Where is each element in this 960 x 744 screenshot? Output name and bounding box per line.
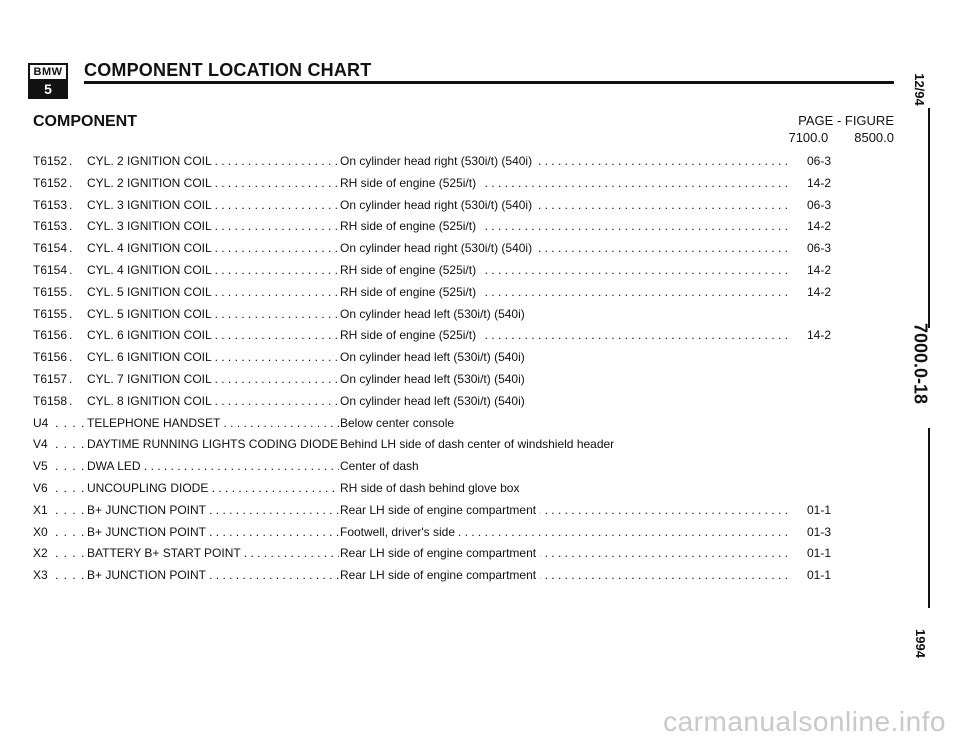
location-cell — [340, 307, 820, 321]
component-location: On cylinder head left (530i/t) (540i) — [340, 394, 529, 408]
table-row — [33, 391, 833, 413]
table-row — [33, 434, 833, 456]
table-row — [33, 369, 833, 391]
table-row — [33, 216, 833, 238]
manual-page-number: 7000.0-18 — [910, 322, 931, 405]
component-name: DAYTIME RUNNING LIGHTS CODING DIODE — [87, 437, 339, 452]
component-code: T6155 — [33, 284, 68, 299]
code-separator: . . . . — [55, 524, 86, 539]
component-name: B+ JUNCTION POINT . . . — [87, 503, 339, 517]
page-figure-ref: 14-2 — [806, 219, 831, 234]
location-cell — [340, 241, 788, 255]
code-separator: . — [69, 371, 74, 386]
component-name: CYL. 4 IGNITION COIL . . . — [87, 263, 339, 277]
code-separator: . — [69, 284, 74, 299]
page-figure-ref: 14-2 — [806, 328, 831, 343]
location-cell — [340, 176, 788, 190]
component-name: UNCOUPLING DIODE . . . — [87, 481, 339, 495]
component-location: Rear LH side of engine compartment — [340, 503, 540, 517]
component-location: Rear LH side of engine compartment — [340, 546, 540, 560]
code-separator: . . . . — [55, 459, 86, 474]
code-separator: . — [69, 262, 74, 277]
component-location: RH side of engine (525i/t) — [340, 328, 480, 342]
location-cell — [340, 525, 788, 539]
component-code: T6158 — [33, 393, 68, 408]
component-location: On cylinder head right (530i/t) (540i) — [340, 154, 536, 168]
component-code: U4 — [33, 415, 49, 430]
code-separator: . — [69, 393, 74, 408]
component-name: CYL. 3 IGNITION COIL . . . — [87, 198, 339, 212]
component-code: V4 — [33, 437, 48, 452]
table-row — [33, 151, 833, 173]
location-cell — [340, 481, 820, 495]
component-location: On cylinder head right (530i/t) (540i) — [340, 198, 536, 212]
component-location: RH side of engine (525i/t) — [340, 285, 480, 299]
location-cell — [340, 285, 788, 299]
table-row — [33, 260, 833, 282]
location-cell — [340, 328, 788, 342]
page-figure-heading — [788, 112, 894, 146]
table-row — [33, 543, 833, 565]
code-separator: . . . . — [55, 546, 86, 561]
component-name: CYL. 5 IGNITION COIL . . . — [87, 285, 339, 299]
component-location: RH side of engine (525i/t) — [340, 219, 480, 233]
component-name: CYL. 2 IGNITION COIL . . . — [87, 154, 339, 168]
component-code: T6154 — [33, 262, 68, 277]
component-name: CYL. 8 IGNITION COIL . . . — [87, 394, 339, 408]
table-row — [33, 173, 833, 195]
component-name: BATTERY B+ START POINT . . . — [87, 546, 339, 560]
component-name: CYL. 6 IGNITION COIL . . . — [87, 328, 339, 342]
table-row — [33, 413, 833, 435]
code-separator: . . . . — [55, 568, 86, 583]
component-location: On cylinder head left (530i/t) (540i) — [340, 307, 529, 321]
code-separator: . — [69, 350, 74, 365]
location-cell — [340, 372, 820, 386]
table-row — [33, 347, 833, 369]
page-figure-ref: 01-3 — [806, 524, 831, 539]
code-separator: . . . . — [55, 502, 86, 517]
location-cell — [340, 198, 788, 212]
table-row — [33, 195, 833, 217]
component-name: CYL. 2 IGNITION COIL . . . — [87, 176, 339, 190]
component-name: B+ JUNCTION POINT . . . — [87, 525, 339, 539]
component-location: Footwell, driver's side — [340, 525, 459, 539]
page-figure-ref: 01-1 — [806, 568, 831, 583]
page-figure-ref: 14-2 — [806, 262, 831, 277]
location-cell — [340, 416, 820, 430]
component-location: Behind LH side of dash center of windshield header — [340, 437, 618, 451]
location-cell — [340, 263, 788, 277]
revision-date: 12/94 — [911, 73, 927, 106]
code-separator: . — [69, 197, 74, 212]
page-figure-ref: 14-2 — [806, 284, 831, 299]
code-separator: . — [69, 241, 74, 256]
component-code: V5 — [33, 459, 48, 474]
component-location: RH side of engine (525i/t) — [340, 263, 480, 277]
code-separator: . — [69, 328, 74, 343]
location-cell — [340, 503, 788, 517]
logo-brand: BMW — [30, 65, 66, 81]
component-code: T6153 — [33, 219, 68, 234]
component-table — [33, 151, 833, 587]
component-code: T6155 — [33, 306, 68, 321]
code-separator: . . . . — [55, 437, 86, 452]
component-location: On cylinder head left (530i/t) (540i) — [340, 350, 529, 364]
page-figure-ref: 06-3 — [806, 241, 831, 256]
code-separator: . — [69, 175, 74, 190]
component-code: T6152 — [33, 175, 68, 190]
page-title: COMPONENT LOCATION CHART — [84, 60, 372, 80]
table-row — [33, 478, 833, 500]
component-name: CYL. 6 IGNITION COIL . . . — [87, 350, 339, 364]
component-location: Rear LH side of engine compartment — [340, 568, 540, 582]
code-separator: . . . . — [55, 415, 86, 430]
component-name: CYL. 5 IGNITION COIL . . . — [87, 307, 339, 321]
component-code: T6157 — [33, 371, 68, 386]
component-location: RH side of dash behind glove box — [340, 481, 523, 495]
component-name: CYL. 4 IGNITION COIL . . . — [87, 241, 339, 255]
component-column-heading: COMPONENT — [33, 113, 137, 130]
component-code: V6 — [33, 480, 48, 495]
model-year: 1994 — [912, 629, 928, 658]
table-row — [33, 456, 833, 478]
location-cell — [340, 219, 788, 233]
sidebar-rule-bottom — [928, 428, 930, 608]
table-row — [33, 282, 833, 304]
location-cell — [340, 394, 820, 408]
code-separator: . — [69, 219, 74, 234]
title-underline — [84, 81, 894, 84]
component-name: TELEPHONE HANDSET . . . — [87, 416, 339, 430]
code-separator: . . . . — [55, 480, 86, 495]
location-cell — [340, 459, 820, 473]
location-cell — [340, 154, 788, 168]
component-code: T6156 — [33, 350, 68, 365]
table-row — [33, 304, 833, 326]
component-location: On cylinder head right (530i/t) (540i) — [340, 241, 536, 255]
code-separator: . — [69, 306, 74, 321]
table-row — [33, 522, 833, 544]
component-name: CYL. 3 IGNITION COIL . . . — [87, 219, 339, 233]
logo-series: 5 — [30, 81, 66, 97]
component-code: X3 — [33, 568, 48, 583]
location-cell — [340, 546, 788, 560]
component-location: Below center console — [340, 416, 458, 430]
component-code: X2 — [33, 546, 48, 561]
sidebar-rule-top — [928, 108, 930, 328]
watermark: carmanualsonline.info — [663, 706, 946, 737]
component-location: RH side of engine (525i/t) — [340, 176, 480, 190]
page-figure-ref: 06-3 — [806, 154, 831, 168]
component-code: T6156 — [33, 328, 68, 343]
table-row — [33, 238, 833, 260]
table-row — [33, 565, 833, 587]
table-row — [33, 500, 833, 522]
bmw-5-series-logo — [28, 63, 68, 99]
page-figure-ref: 01-1 — [806, 502, 831, 517]
page-figure-ref: 14-2 — [806, 175, 831, 190]
page-figure-ref: 01-1 — [806, 546, 831, 561]
page-figure-label: PAGE - FIGURE — [798, 113, 894, 128]
page-number-heading: 7100.0 — [788, 130, 829, 145]
location-cell — [340, 350, 820, 364]
component-name: B+ JUNCTION POINT . . . — [87, 568, 339, 582]
component-location: Center of dash — [340, 459, 423, 473]
component-code: X0 — [33, 524, 48, 539]
location-cell — [340, 568, 788, 582]
component-code: X1 — [33, 502, 48, 517]
component-code: T6153 — [33, 197, 68, 212]
page-figure-ref: 06-3 — [806, 197, 831, 212]
code-separator: . — [69, 154, 74, 168]
figure-number-heading: 8500.0 — [854, 130, 894, 145]
component-name: DWA LED . . . — [87, 459, 339, 473]
component-name: CYL. 7 IGNITION COIL . . . — [87, 372, 339, 386]
component-code: T6154 — [33, 241, 68, 256]
component-code: T6152 — [33, 154, 68, 168]
component-location: On cylinder head left (530i/t) (540i) — [340, 372, 529, 386]
table-row — [33, 325, 833, 347]
page-figure-numbers — [788, 129, 894, 146]
location-cell — [340, 437, 820, 451]
